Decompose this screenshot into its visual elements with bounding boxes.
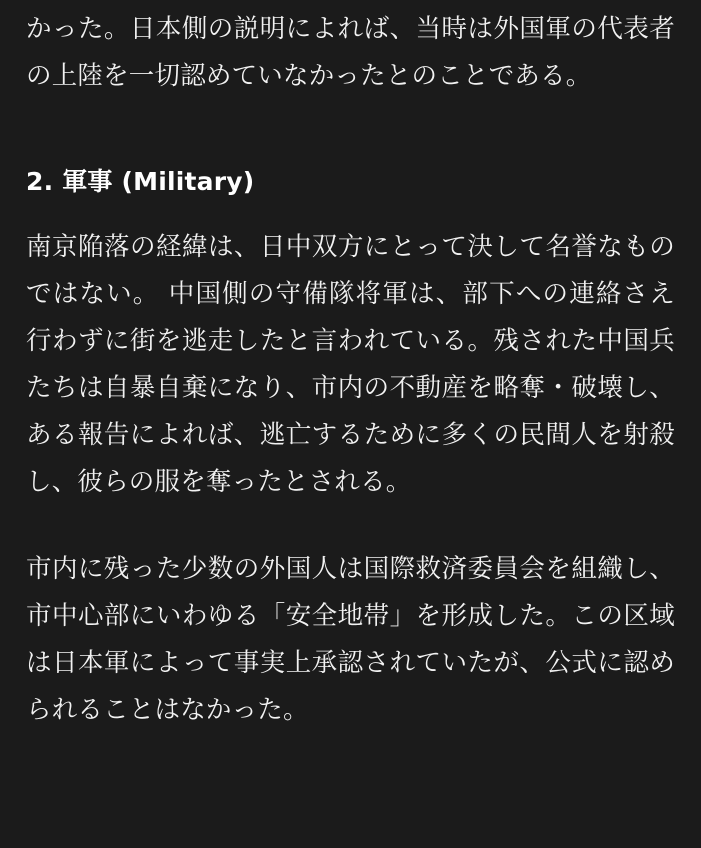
paragraph-safety-zone: 市内に残った少数の外国人は国際救済委員会を組織し、市中心部にいわゆる「安全地帯」を形成した。この区域は日本軍によって事実上承認されていたが、公式に認められることはなかった。 bbox=[26, 554, 675, 725]
heading-spacer bbox=[26, 202, 675, 224]
paragraph-spacer bbox=[26, 506, 675, 546]
section-spacer bbox=[26, 100, 675, 162]
paragraph-military-body: 南京陥落の経緯は、日中双方にとって決して名誉なものではない。 中国側の守備隊将軍は、部下への連絡さえ行わずに街を逃走したと言われている。残された中国兵たちは自暴自棄になり、市内の不動産を略奪・破壊し、ある報告によれば、逃亡するために多くの民間人を射殺し、彼らの服を奪ったとされる。 bbox=[26, 232, 675, 497]
paragraph-continuation: かった。日本側の説明によれば、当時は外国軍の代表者の上陸を一切認めていなかったとのことである。 bbox=[26, 14, 675, 91]
section-heading-military: 2. 軍事 (Military) bbox=[26, 167, 255, 196]
